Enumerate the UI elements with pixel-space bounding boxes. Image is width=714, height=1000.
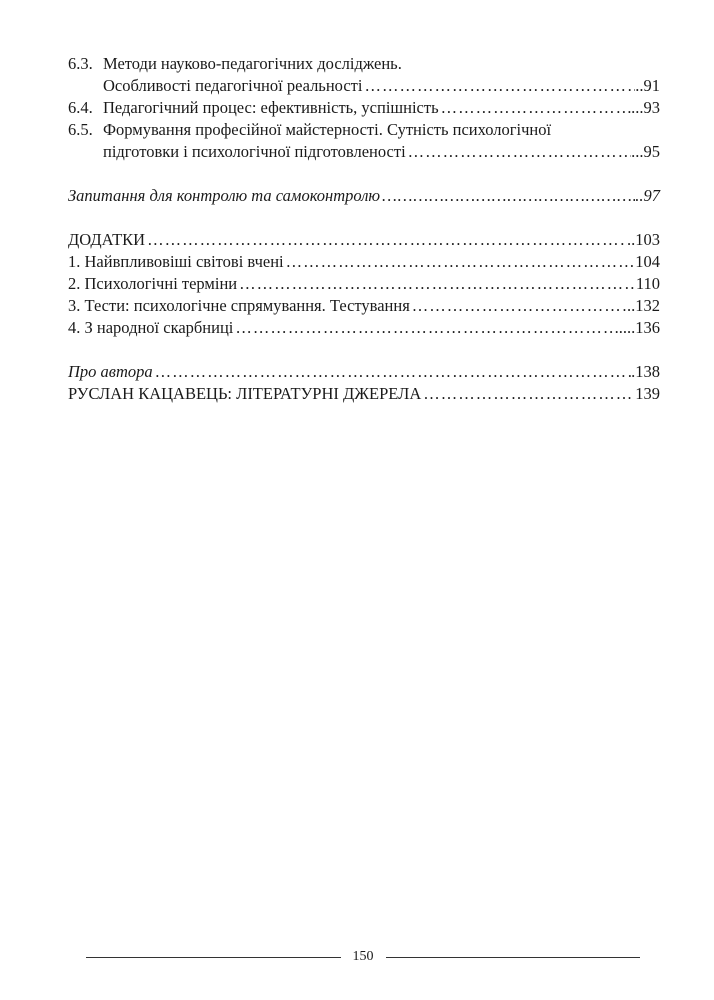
- page-footer: [86, 947, 640, 967]
- toc-entry-number: 6.4.: [68, 98, 93, 117]
- toc-entry-appendix-1[interactable]: [68, 251, 660, 273]
- dot-leader: [382, 185, 635, 207]
- table-of-contents: [68, 53, 660, 405]
- toc-page-number: ...95: [631, 142, 660, 161]
- toc-entry-title: 1. Найвпливовіші світові вчені: [68, 252, 284, 271]
- toc-entry-title: РУСЛАН КАЦАВЕЦЬ: ЛІТЕРАТУРНІ ДЖЕРЕЛА: [68, 384, 422, 403]
- toc-page-number: ..132: [627, 296, 660, 315]
- toc-entry-appendices[interactable]: [68, 229, 660, 251]
- toc-entry-number: 6.5.: [68, 120, 93, 139]
- spacer: [68, 207, 660, 229]
- toc-page-number: ..91: [635, 76, 660, 95]
- dot-leader: [239, 273, 636, 295]
- toc-entry-title: Про автора: [68, 362, 153, 381]
- toc-entry-author[interactable]: [68, 361, 660, 383]
- toc-entry-6-5-line1: [68, 119, 660, 141]
- toc-entry-title: 4. З народної скарбниці: [68, 318, 234, 337]
- dot-leader: [286, 251, 636, 273]
- toc-entry-sources[interactable]: [68, 383, 660, 405]
- dot-leader: [235, 317, 614, 339]
- spacer: [68, 163, 660, 185]
- toc-page-number: ..103: [627, 230, 660, 249]
- toc-page-number: 104: [635, 252, 660, 271]
- toc-entry-title: [68, 97, 439, 119]
- toc-entry-6-3-line1: [68, 53, 660, 75]
- spacer: [68, 339, 660, 361]
- toc-entry-6-4[interactable]: [68, 97, 660, 119]
- toc-page-number: .....136: [614, 318, 660, 337]
- toc-page-number: 139: [635, 384, 660, 403]
- toc-page-number: ..97: [635, 186, 660, 205]
- dot-leader: [423, 383, 635, 405]
- toc-entry-appendix-2[interactable]: [68, 273, 660, 295]
- footer-rule-left: [86, 957, 341, 958]
- toc-entry-appendix-3[interactable]: [68, 295, 660, 317]
- toc-entry-title: 2. Психологічні терміни: [68, 274, 238, 293]
- toc-page-number: ...93: [631, 98, 660, 117]
- page-number: 150: [352, 949, 374, 964]
- toc-entry-6-3[interactable]: [68, 75, 660, 97]
- dot-leader: [441, 97, 632, 119]
- toc-entry-questions[interactable]: [68, 185, 660, 207]
- dot-leader: [364, 75, 635, 97]
- toc-entry-title: Методи науково-педагогічних досліджень.: [103, 54, 402, 73]
- dot-leader: [408, 141, 631, 163]
- toc-page-number: 110: [635, 274, 660, 293]
- toc-entry-title-text: Педагогічний процес: ефективність, успішність: [103, 98, 439, 117]
- toc-entry-title: 3. Тести: психологічне спрямування. Тестування: [68, 296, 410, 315]
- toc-entry-title: ДОДАТКИ: [68, 230, 146, 249]
- footer-rule-right: [386, 957, 641, 958]
- dot-leader: [155, 361, 632, 383]
- toc-entry-title: Запитання для контролю та самоконтролю: [68, 186, 381, 205]
- toc-entry-number: 6.3.: [68, 54, 93, 73]
- toc-page-number: .138: [631, 362, 660, 381]
- toc-entry-title: Формування професійної майстерності. Сутність психологічної: [103, 120, 552, 139]
- toc-entry-title: Особливості педагогічної реальності: [103, 76, 363, 95]
- toc-entry-6-5[interactable]: [68, 141, 660, 163]
- dot-leader: [147, 229, 627, 251]
- toc-entry-title: підготовки і психологічної підготовленості: [103, 142, 406, 161]
- dot-leader: [412, 295, 627, 317]
- toc-entry-appendix-4[interactable]: [68, 317, 660, 339]
